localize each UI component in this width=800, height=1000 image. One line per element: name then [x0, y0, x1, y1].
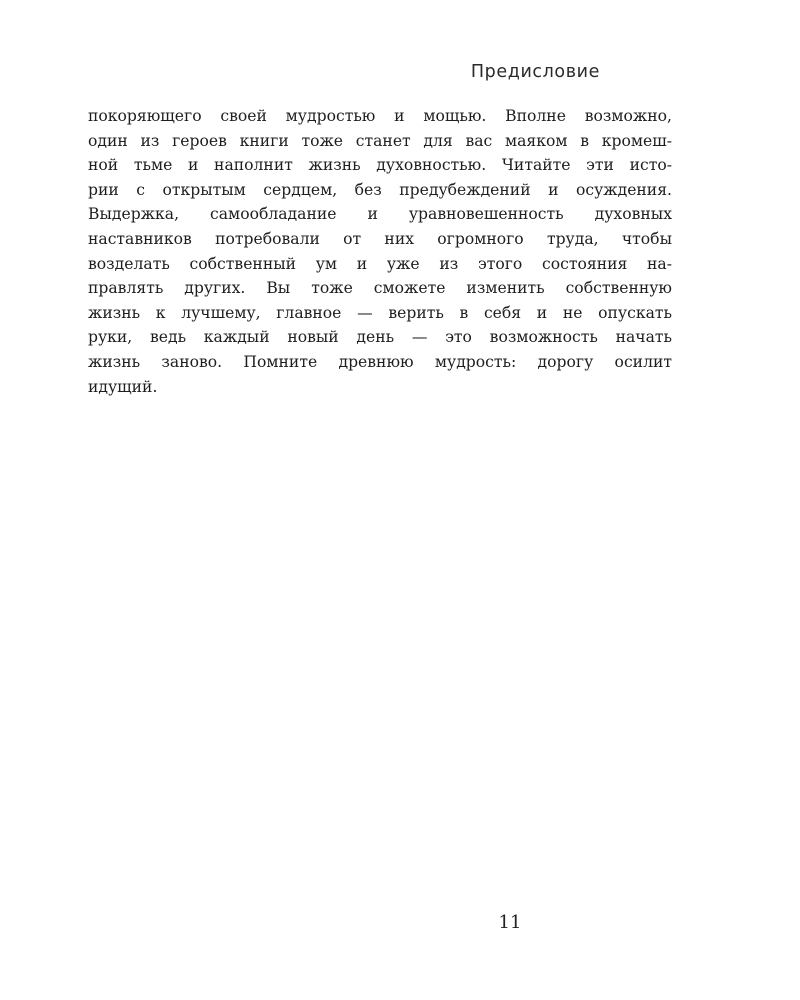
text-line: Выдержка, самообладание и уравновешенность духовных — [88, 205, 672, 224]
text-line: жизнь заново. Помните древнюю мудрость: дорогу осилит — [88, 352, 672, 371]
text-line: возделать собственный ум и уже из этого состояния на- — [88, 254, 672, 273]
body-paragraph — [88, 104, 672, 399]
page-number: 11 — [498, 912, 522, 933]
text-line: наставников потребовали от них огромного труда, чтобы — [88, 229, 672, 248]
text-line: рии с открытым сердцем, без предубеждений и осуждения. — [88, 180, 672, 199]
text-line: руки, ведь каждый новый день — это возможность начать — [88, 328, 672, 347]
text-line: жизнь к лучшему, главное — верить в себя и не опускать — [88, 303, 672, 322]
text-line: правлять других. Вы тоже сможете изменить собственную — [88, 279, 672, 298]
text-line: идущий. — [88, 377, 158, 396]
text-line: один из героев книги тоже станет для вас маяком в кромеш- — [88, 131, 672, 150]
text-line: покоряющего своей мудростью и мощью. Вполне возможно, — [88, 107, 672, 125]
text-line: ной тьме и наполнит жизнь духовностью. Читайте эти исто- — [88, 156, 672, 175]
running-head: Предисловие — [470, 62, 600, 82]
